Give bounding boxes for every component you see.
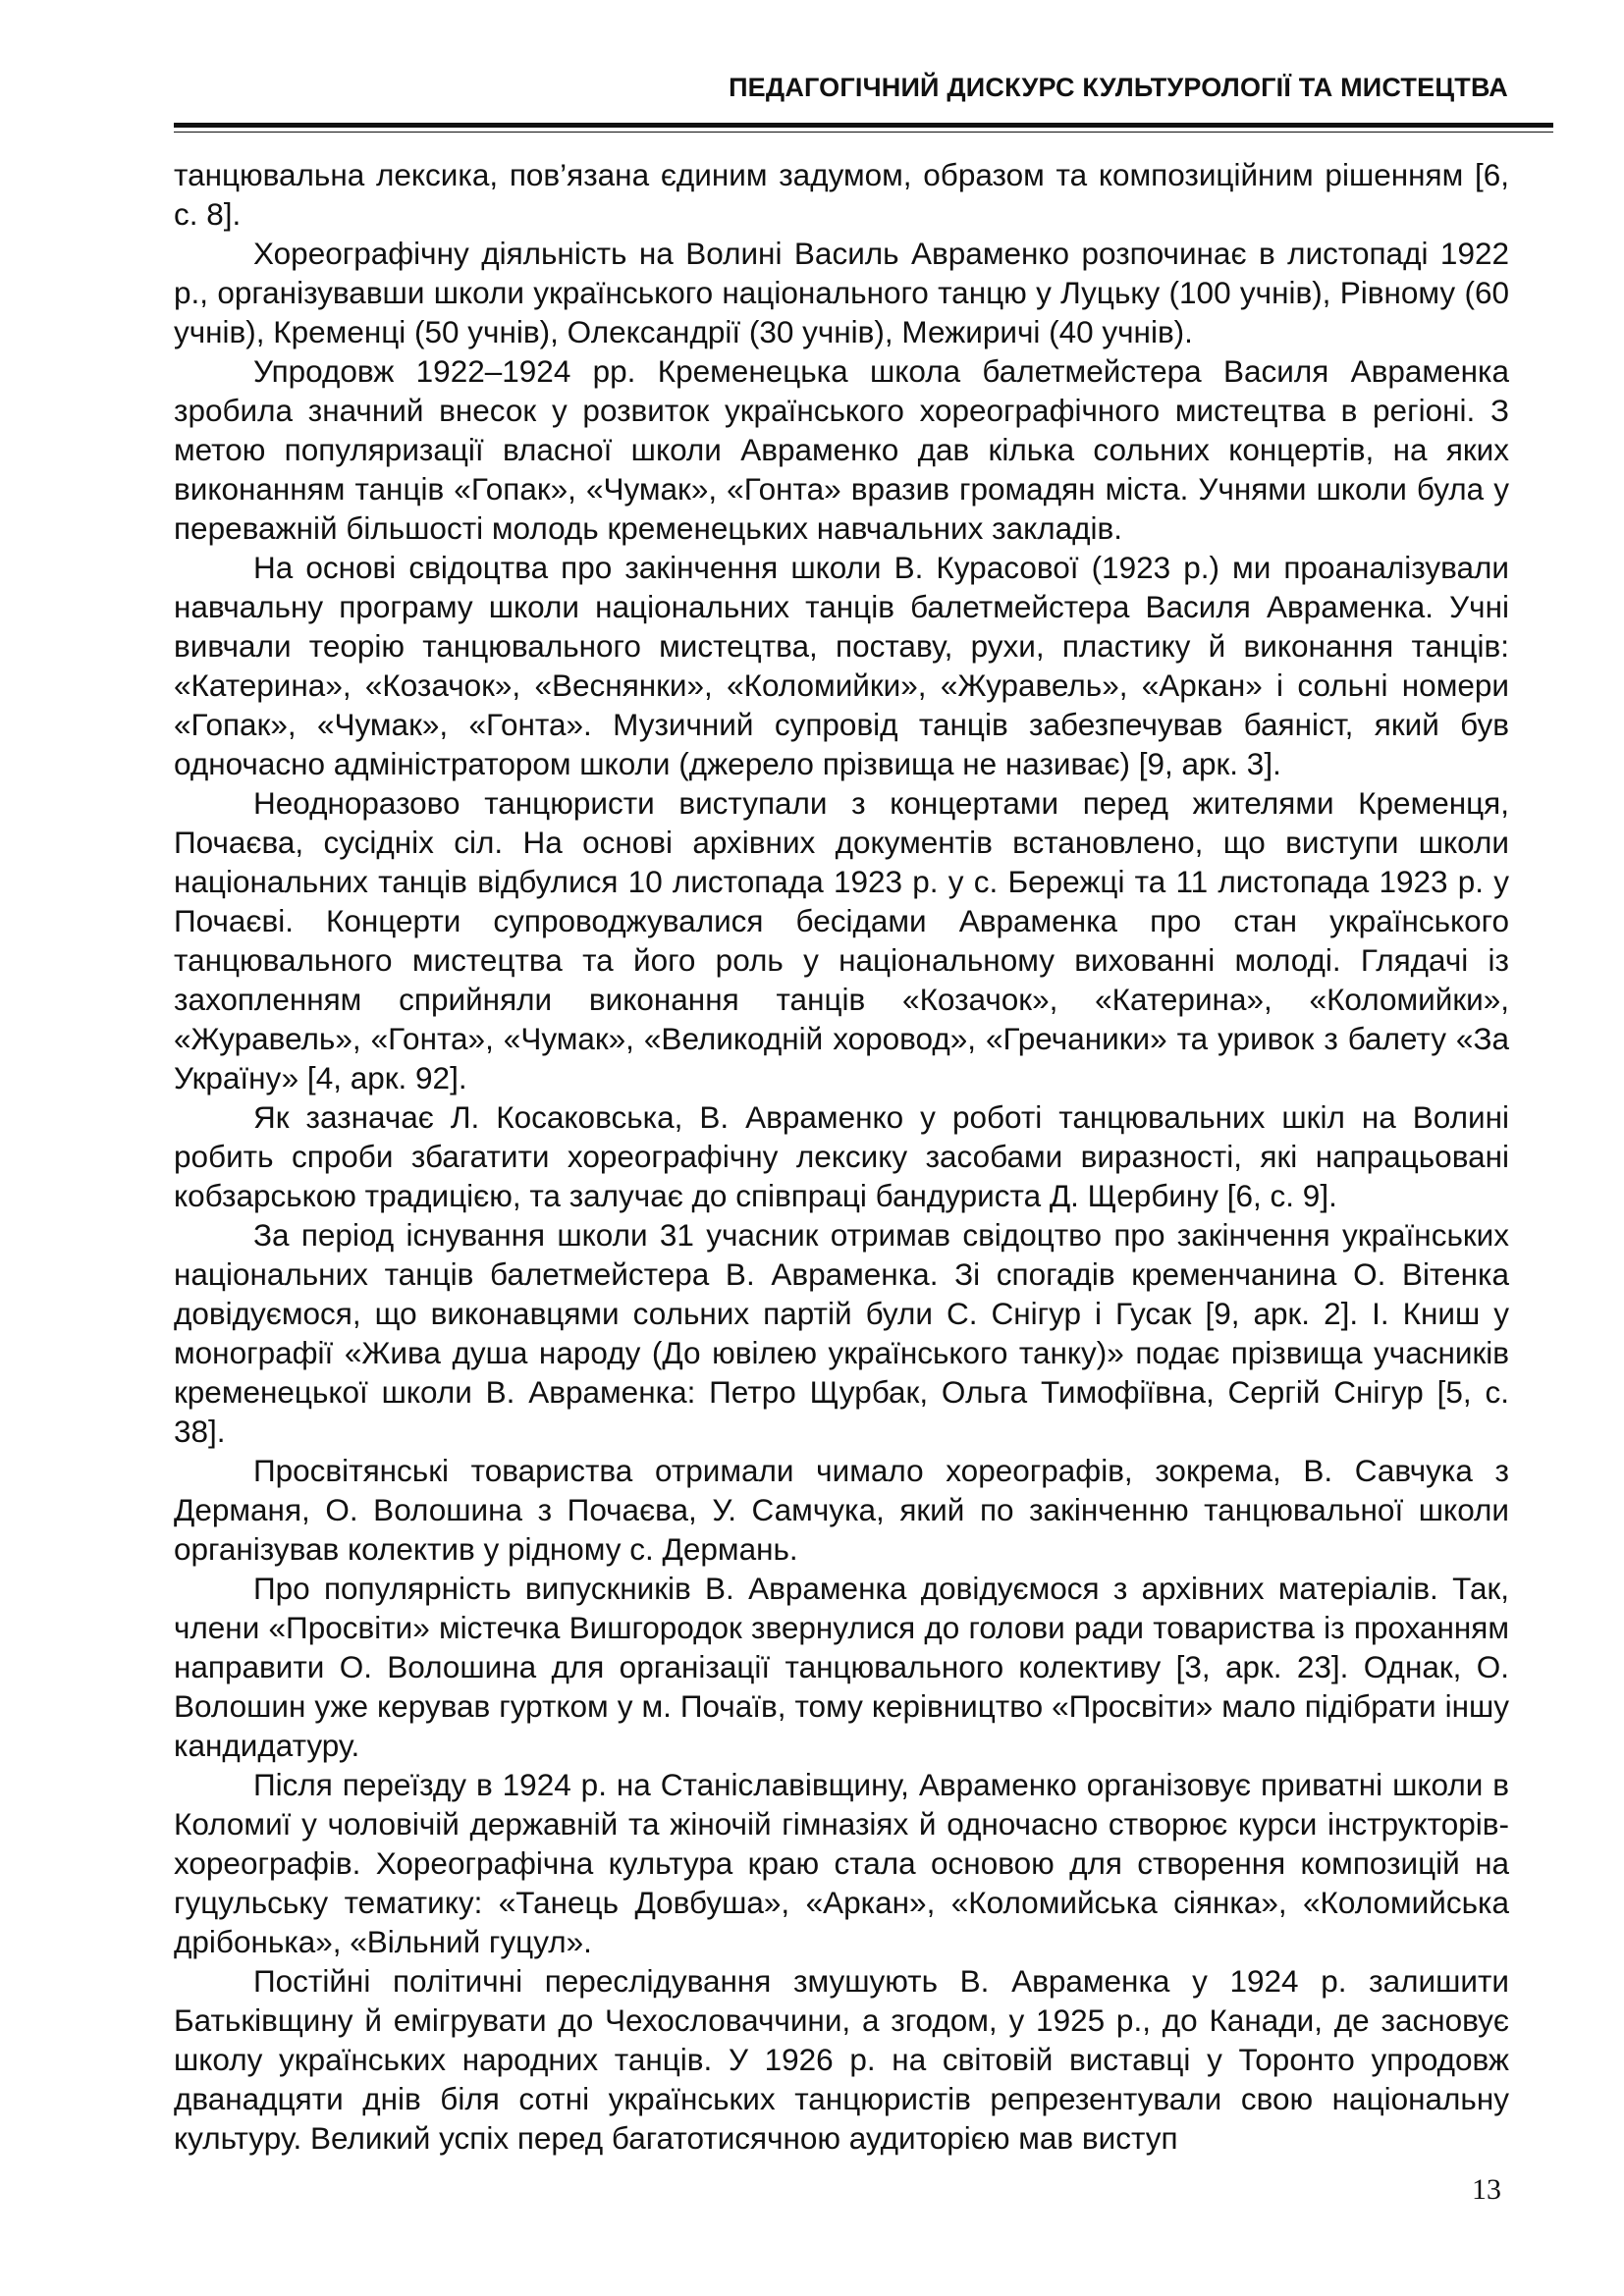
paragraph: Хореографічну діяльність на Волині Василь Авраменко розпочинає в листопаді 1922 р., організувавши школи українського національного танцю у Луцьку (100 учнів), Рівному (60 учнів), Кременці (50 учнів), Олександрії (30 учнів), Межиричі (40 учнів). <box>174 236 1509 349</box>
paragraph: Як зазначає Л. Косаковська, В. Авраменко у роботі танцювальних шкіл на Волині робить спроби збагатити хореографічну лексику засобами виразності, які напрацьовані кобзарською традицією, та залучає до співпраці бандуриста Д. Щербину [6, с. 9]. <box>174 1099 1509 1213</box>
paragraph: За період існування школи 31 учасник отримав свідоцтво про закінчення українських національних танців балетмейстера В. Авраменка. Зі спогадів кременчанина О. Вітенка довідуємося, що виконавцями сольних партій були С. Снігур і Гусак [9, арк. 2]. І. Книш у монографії «Жива душа народу (До ювілею українського танку)» подає прізвища учасників кременецької школи В. Авраменка: Петро Щурбак, Ольга Тимофіївна, Сергій Снігур [5, с. 38]. <box>174 1217 1509 1449</box>
page-number: 13 <box>1472 2173 1501 2206</box>
paragraph: Після переїзду в 1924 р. на Станіславівщину, Авраменко організовує приватні школи в Коломиї у чоловічій державній та жіночій гімназіях й одночасно створює курси інструкторів-хореографів. Хореографічна культура краю стала основою для створення композицій на гуцульську тематику: «Танець Довбуша», «Аркан», «Коломийська сіянка», «Коломийська дрібонька», «Вільний гуцул». <box>174 1767 1509 1959</box>
running-header: ПЕДАГОГІЧНИЙ ДИСКУРС КУЛЬТУРОЛОГІЇ ТА МИСТЕЦТВА <box>729 73 1508 102</box>
paragraph: Просвітянські товариства отримали чимало хореографів, зокрема, В. Савчука з Дерманя, О. Волошина з Почаєва, У. Самчука, який по закінченню танцювальної школи організував колектив у рідному с. Дермань. <box>174 1453 1509 1567</box>
paragraph: На основі свідоцтва про закінчення школи В. Курасової (1923 р.) ми проаналізували навчальну програму школи національних танців балетмейстера Василя Авраменка. Учні вивчали теорію танцювального мистецтва, поставу, рухи, пластику й виконання танців: «Катерина», «Козачок», «Веснянки», «Коломийки», «Журавель», «Аркан» і сольні номери «Гопак», «Чумак», «Гонта». Музичний супровід танців забезпечував баяніст, який був одночасно адміністратором школи (джерело прізвища не називає) [9, арк. 3]. <box>174 550 1509 781</box>
paragraph: Упродовж 1922–1924 рр. Кременецька школа балетмейстера Василя Авраменка зробила значний внесок у розвиток українського хореографічного мистецтва в регіоні. З метою популяризації власної школи Авраменко дав кілька сольних концертів, на яких виконанням танців «Гопак», «Чумак», «Гонта» вразив громадян міста. Учнями школи була у переважній більшості молодь кременецьких навчальних закладів. <box>174 353 1509 546</box>
paragraph: танцювальна лексика, пов’язана єдиним задумом, образом та композиційним рішенням [6, с. 8]. <box>174 157 1509 232</box>
paragraph: Неодноразово танцюристи виступали з концертами перед жителями Кременця, Почаєва, сусідніх сіл. На основі архівних документів встановлено, що виступи школи національних танців відбулися 10 листопада 1923 р. у с. Бережці та 11 листопада 1923 р. у Почаєві. Концерти супроводжувалися бесідами Авраменка про стан українського танцювального мистецтва та його роль у національному вихованні молоді. Глядачі із захопленням сприйняли виконання танців «Козачок», «Катерина», «Коломийки», «Журавель», «Гонта», «Чумак», «Великодній хоровод», «Гречаники» та уривок з балету «За Україну» [4, арк. 92]. <box>174 785 1509 1095</box>
header-rule-thick <box>174 123 1553 128</box>
paragraph: Про популярність випускників В. Авраменка довідуємося з архівних матеріалів. Так, члени «Просвіти» містечка Вишгородок звернулися до голови ради товариства із проханням направити О. Волошина для організації танцювального колективу [3, арк. 23]. Однак, О. Волошин уже керував гуртком у м. Почаїв, тому керівництво «Просвіти» мало підібрати іншу кандидатуру. <box>174 1571 1509 1763</box>
paragraph: Постійні політичні переслідування змушують В. Авраменка у 1924 р. залишити Батьківщину й емігрувати до Чехословаччини, а згодом, у 1925 р., до Канади, де засновує школу українських народних танців. У 1926 р. на світовій виставці у Торонто упродовж дванадцяти днів біля сотні українських танцюристів репрезентували свою національну культуру. Великий успіх перед багатотисячною аудиторією мав виступ <box>174 1963 1509 2156</box>
header-rule-thin <box>174 132 1553 133</box>
article-body <box>174 155 1509 2158</box>
